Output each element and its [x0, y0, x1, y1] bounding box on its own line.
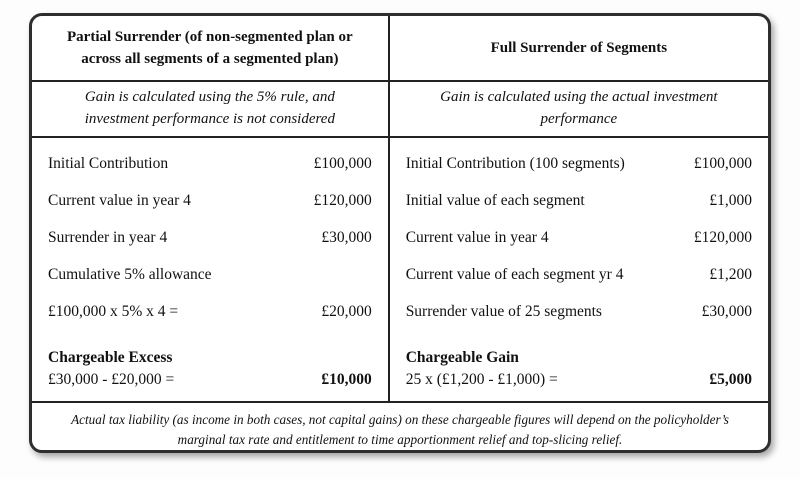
- row-label: Initial Contribution (100 segments): [405, 154, 625, 172]
- table-row: [390, 293, 768, 330]
- row-label: Current value in year 4: [405, 228, 549, 246]
- total-formula: £30,000 - £20,000 =: [48, 371, 175, 389]
- partial-surrender-subtitle: Gain is calculated using the 5% rule, and investment performance is not considered: [32, 82, 388, 138]
- table-row: [390, 219, 768, 256]
- table-row: [32, 293, 388, 330]
- row-label: Initial value of each segment: [405, 191, 585, 209]
- tax-liability-note: Actual tax liability (as income in both cases, not capital gains) on these chargeable figures will depend on the policyholder’s marginal tax rate and entitlement to time apportionment relief and top-slicing relief.: [32, 401, 768, 450]
- total-title: Chargeable Gain: [405, 349, 519, 367]
- full-surrender-body: [390, 138, 768, 401]
- full-surrender-subtitle: Gain is calculated using the actual investment performance: [390, 82, 768, 138]
- total-value: £10,000: [321, 371, 372, 389]
- partial-surrender-column: [32, 16, 390, 401]
- total-formula: 25 x (£1,200 - £1,000) =: [405, 371, 558, 389]
- full-surrender-column: [390, 16, 768, 401]
- total-label-block: [406, 349, 558, 389]
- table-row: [390, 145, 768, 182]
- row-label: Cumulative 5% allowance: [48, 265, 212, 283]
- row-value: £100,000: [693, 154, 752, 172]
- row-value: £100,000: [313, 154, 372, 172]
- table-columns: [32, 16, 768, 401]
- row-label: Surrender value of 25 segments: [405, 302, 602, 320]
- row-value: £20,000: [321, 302, 372, 320]
- full-surrender-header: Full Surrender of Segments: [390, 16, 768, 82]
- row-label: Current value in year 4: [48, 191, 191, 209]
- table-row: [390, 182, 768, 219]
- row-label: £100,000 x 5% x 4 =: [48, 302, 179, 320]
- table-row: [32, 145, 388, 182]
- total-label-block: [48, 349, 174, 389]
- table-row: [32, 219, 388, 256]
- surrender-comparison-table: [29, 13, 771, 453]
- chargeable-gain-row: [390, 330, 768, 401]
- row-value: £30,000: [701, 302, 752, 320]
- partial-surrender-header: Partial Surrender (of non-segmented plan or across all segments of a segmented plan): [32, 16, 388, 82]
- table-row: [32, 182, 388, 219]
- row-value: £1,200: [709, 265, 752, 283]
- total-title: Chargeable Excess: [48, 349, 173, 367]
- row-label: Current value of each segment yr 4: [405, 265, 624, 283]
- chargeable-excess-row: [32, 330, 388, 401]
- row-label: Initial Contribution: [48, 154, 169, 172]
- table-row: [390, 256, 768, 293]
- row-value: £1,000: [709, 191, 752, 209]
- total-value: £5,000: [709, 371, 752, 389]
- row-label: Surrender in year 4: [48, 228, 168, 246]
- partial-surrender-body: [32, 138, 388, 401]
- row-value: £120,000: [313, 191, 372, 209]
- row-value: £30,000: [321, 228, 372, 246]
- table-row: [32, 256, 388, 293]
- row-value: £120,000: [693, 228, 752, 246]
